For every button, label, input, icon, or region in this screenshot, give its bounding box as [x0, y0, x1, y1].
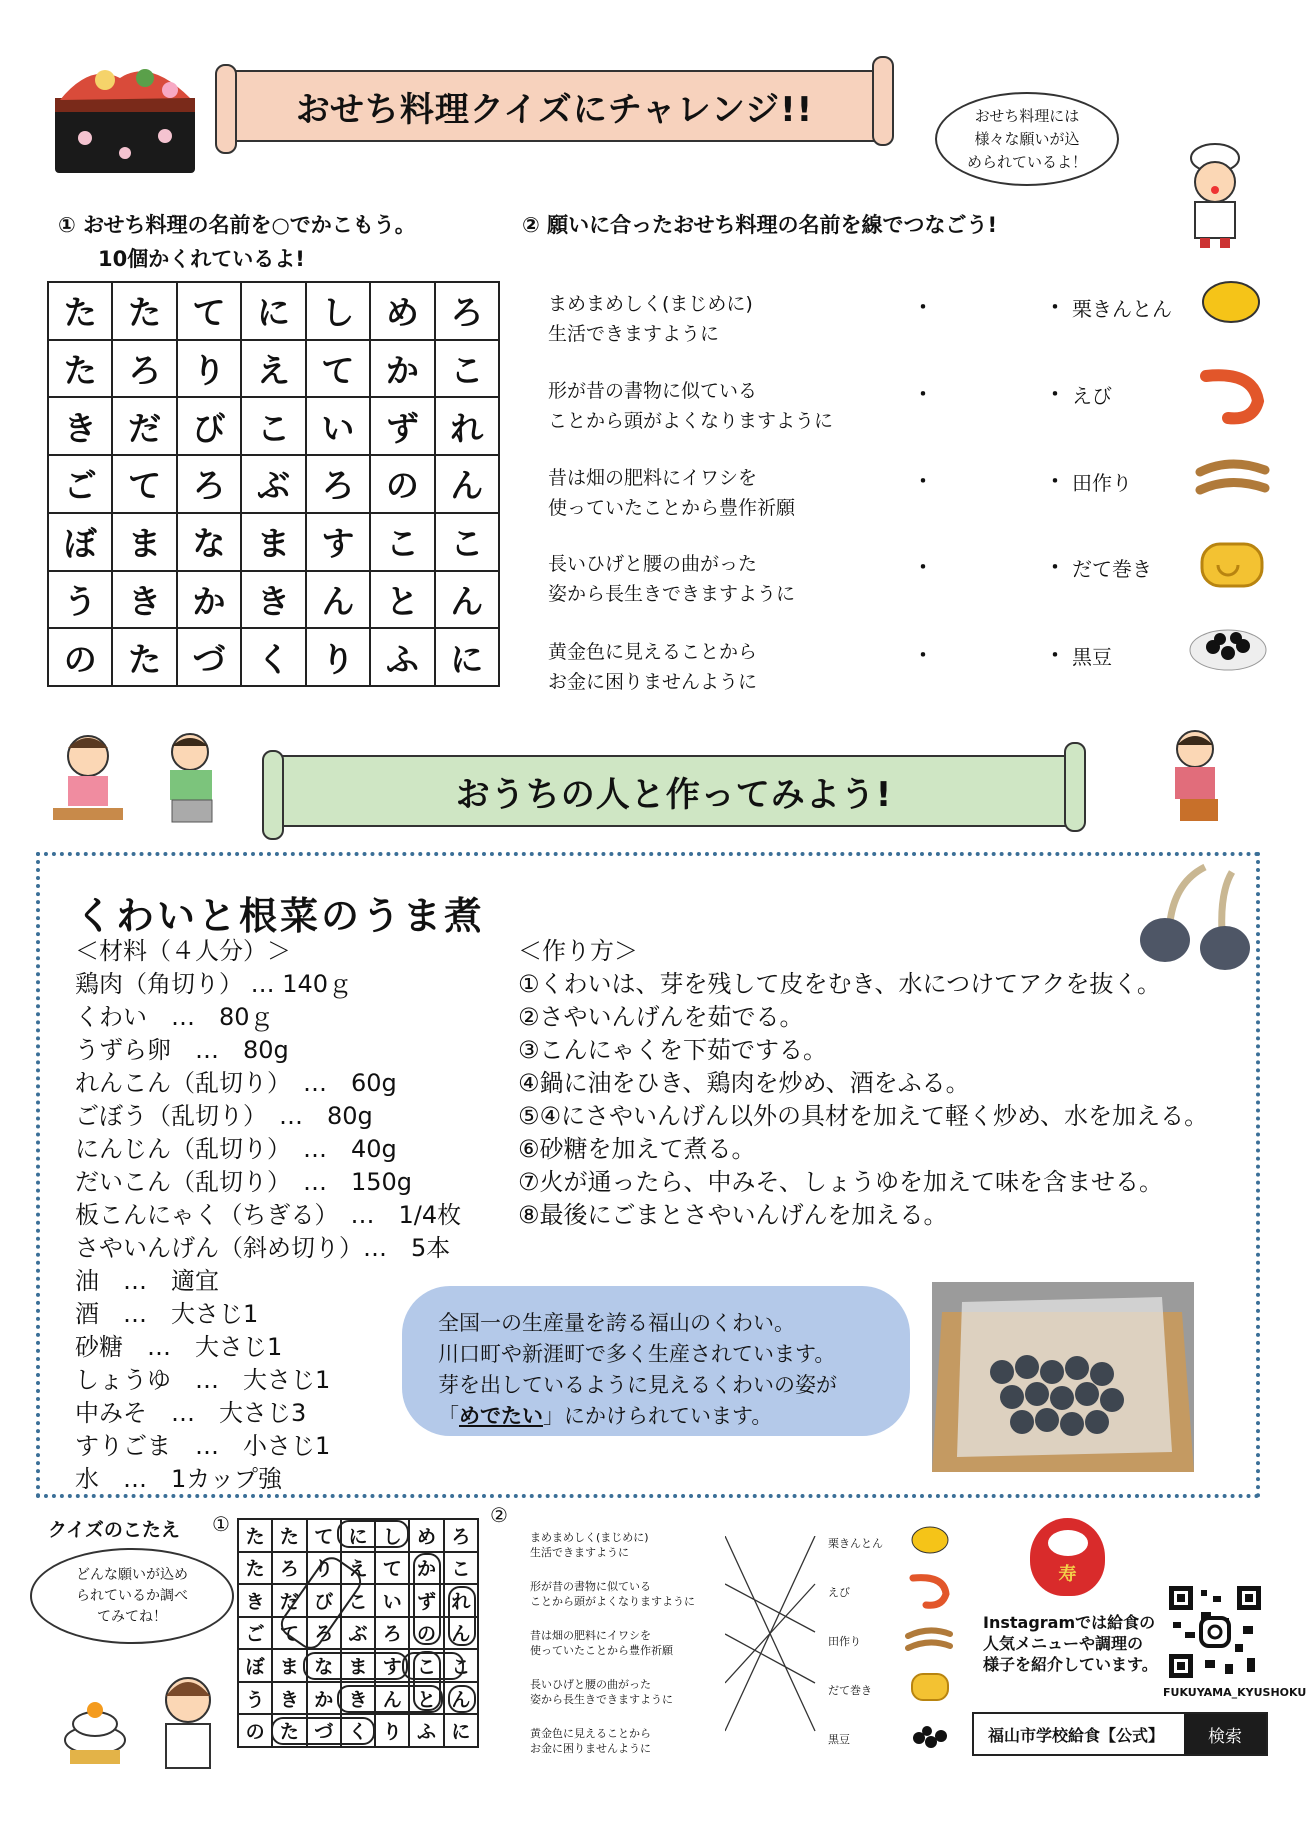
answer-grid-cell: た	[272, 1714, 306, 1747]
ingredient-item: 砂糖 … 大さじ1	[75, 1333, 283, 1361]
kurikinton-icon	[910, 1522, 950, 1556]
step-item: ⑥砂糖を加えて煮る。	[518, 1135, 756, 1163]
ingredient-item: うずら卵 … 80g	[75, 1036, 289, 1064]
ingredient-item: 酒 … 大さじ1	[75, 1300, 259, 1328]
answer-grid-cell: ま	[341, 1649, 375, 1682]
kagami-mochi-illustration	[55, 1690, 135, 1770]
answer-food-name: だて巻き	[828, 1684, 872, 1697]
answer-wish-line: 黄金色に見えることから	[530, 1727, 651, 1740]
wish-text	[548, 289, 753, 349]
wish-line: 黄金色に見えることから	[548, 641, 758, 663]
kuromame-icon	[1188, 625, 1268, 675]
answer-grid-cell: し	[375, 1519, 409, 1552]
answer-grid-cell: す	[375, 1649, 409, 1682]
food-name: 黒豆	[1072, 645, 1112, 669]
steps-heading: ＜作り方＞	[518, 937, 638, 965]
wish-line: 生活できますように	[548, 323, 720, 345]
answer-wish-line: 形が昔の書物に似ている	[530, 1580, 651, 1593]
grid-cell: え	[241, 340, 305, 398]
answer-grid-cell: た	[238, 1519, 272, 1552]
osechi-box-illustration	[50, 58, 200, 178]
answer-food-name: 田作り	[828, 1635, 861, 1648]
food-name: えび	[1072, 384, 1112, 408]
food-name: 栗きんとん	[1072, 297, 1172, 321]
grid-cell: た	[48, 282, 112, 340]
answer-grid-cell: だ	[272, 1584, 306, 1617]
grid-cell: れ	[435, 397, 499, 455]
grid-cell: の	[370, 455, 434, 513]
make-at-home-banner: おうちの人と作ってみよう!	[272, 755, 1076, 827]
kurikinton-icon	[1200, 272, 1262, 324]
answer-food-name: えび	[828, 1586, 850, 1599]
answer-circles-overlay	[237, 1518, 479, 1748]
answer-grid-cell: た	[238, 1552, 272, 1585]
shrimp-icon	[1198, 366, 1268, 426]
grid-cell: に	[435, 628, 499, 686]
answer-grid-cell: ろ	[307, 1617, 341, 1650]
chef-kid-illustration	[1170, 140, 1260, 250]
answer-wish-line: 長いひげと腰の曲がった	[530, 1678, 651, 1691]
answer-grid-cell: ご	[238, 1617, 272, 1650]
answer-grid-cell: こ	[444, 1649, 478, 1682]
datemaki-icon	[1198, 536, 1266, 591]
connect-dot[interactable]: ・	[1045, 643, 1065, 667]
wish-line: 昔は畑の肥料にイワシを	[548, 467, 758, 489]
step-item: ⑤④にさやいんげん以外の具材を加えて軽く炒め、水を加える。	[518, 1102, 1209, 1130]
wish-text	[548, 376, 833, 436]
grid-cell: び	[177, 397, 241, 455]
datemaki-icon	[910, 1670, 950, 1704]
grid-cell: て	[306, 340, 370, 398]
answer-wish-line: 使っていたことから豊作祈願	[530, 1644, 673, 1657]
boy-cooking-illustration	[150, 728, 235, 828]
grid-cell: ぶ	[241, 455, 305, 513]
grid-row	[48, 397, 499, 455]
grid-row	[48, 628, 499, 686]
answer-grid-cell: う	[238, 1682, 272, 1715]
grid-cell: か	[177, 571, 241, 629]
tazukuri-icon	[1195, 452, 1270, 507]
answer-grid-cell: か	[409, 1552, 443, 1585]
grid-cell: と	[370, 571, 434, 629]
grid-cell: い	[306, 397, 370, 455]
ingredient-item: 鶏肉（角切り） … 140ｇ	[75, 970, 353, 998]
wish-text	[548, 549, 795, 609]
grid-cell: き	[48, 397, 112, 455]
grid-cell: に	[241, 282, 305, 340]
answer-grid-cell: き	[238, 1584, 272, 1617]
connect-dot[interactable]: ・	[1045, 295, 1065, 319]
answer-grid-cell: れ	[444, 1584, 478, 1617]
daruma-kotobuki: 寿	[1058, 1564, 1077, 1585]
girl-cooking-illustration	[48, 728, 128, 828]
grid-cell: ふ	[370, 628, 434, 686]
answer-wish-line: お金に困りませんように	[530, 1742, 651, 1755]
food-name: 田作り	[1072, 471, 1132, 495]
wish-line: まめまめしく(まじめに)	[548, 293, 753, 315]
ingredient-item: しょうゆ … 大さじ1	[75, 1366, 331, 1394]
ingredient-item: 油 … 適宜	[75, 1267, 219, 1295]
answer-wish-line: 生活できますように	[530, 1546, 629, 1559]
answer-wish-text	[530, 1677, 673, 1707]
grid-cell: こ	[435, 340, 499, 398]
answer-grid-cell: に	[444, 1714, 478, 1747]
step-item: ②さやいんげんを茹でる。	[518, 1003, 804, 1031]
banner-scroll-right	[872, 56, 894, 146]
tazukuri-icon	[905, 1622, 953, 1660]
kuromame-icon	[905, 1722, 953, 1754]
answer-grid-cell: の	[409, 1617, 443, 1650]
grid-cell: か	[370, 340, 434, 398]
shrimp-icon	[908, 1572, 952, 1610]
grid-cell: く	[241, 628, 305, 686]
ingredient-item: だいこん（乱切り） … 150g	[75, 1168, 413, 1196]
answer-food-name: 黒豆	[828, 1733, 850, 1746]
woman-cooking-illustration	[1150, 725, 1240, 830]
answer-wish-text	[530, 1579, 695, 1609]
answer-grid-cell: て	[307, 1519, 341, 1552]
answer-grid-cell: え	[341, 1552, 375, 1585]
answer-grid-cell: た	[272, 1519, 306, 1552]
grid-cell: う	[48, 571, 112, 629]
connect-dot[interactable]: ・	[913, 643, 933, 667]
wish-line: 長いひげと腰の曲がった	[548, 553, 758, 575]
connect-dot[interactable]: ・	[1045, 469, 1065, 493]
answer-grid-cell: て	[272, 1617, 306, 1650]
grid-cell: の	[48, 628, 112, 686]
grid-cell: た	[48, 340, 112, 398]
qr-code-icon[interactable]	[1165, 1582, 1265, 1682]
answer-grid-cell: ん	[444, 1682, 478, 1715]
answer-grid-cell: か	[307, 1682, 341, 1715]
grid-cell: づ	[177, 628, 241, 686]
answer-num-1: ①	[212, 1512, 230, 1536]
grid-cell: ま	[112, 513, 176, 571]
daruma-face	[1048, 1530, 1088, 1556]
answers-title: クイズのこたえ	[48, 1519, 180, 1541]
answer-wish-text	[530, 1628, 673, 1658]
grid-cell: ろ	[177, 455, 241, 513]
answer-grid-cell: ろ	[272, 1552, 306, 1585]
search-input[interactable]: 福山市学校給食【公式】	[988, 1725, 1165, 1745]
ingredient-item: ごぼう（乱切り） … 80g	[75, 1102, 373, 1130]
connect-dot[interactable]: ・	[913, 555, 933, 579]
grid-cell: り	[306, 628, 370, 686]
speech-bubble: おせち料理には 様々な願いが込 められているよ！	[935, 92, 1119, 186]
answer-grid-cell: ま	[272, 1649, 306, 1682]
answer-grid-cell: こ	[341, 1584, 375, 1617]
ingredient-item: 水 … 1カップ強	[75, 1465, 283, 1493]
answer-grid-cell: び	[307, 1584, 341, 1617]
grid-cell: ん	[306, 571, 370, 629]
wish-line: 姿から長生きできますように	[548, 583, 796, 605]
step-item: ①くわいは、芽を残して皮をむき、水につけてアクを抜く。	[518, 970, 1161, 998]
grid-cell: こ	[435, 513, 499, 571]
grid-cell: ん	[435, 455, 499, 513]
answer-grid-cell: ん	[375, 1682, 409, 1715]
answer-grid-cell: ぶ	[341, 1617, 375, 1650]
kuwai-box-photo	[932, 1282, 1194, 1472]
wish-line: ことから頭がよくなりますように	[548, 410, 834, 432]
nutritionist-illustration	[148, 1668, 228, 1778]
word-search-grid	[47, 281, 500, 687]
grid-cell: ろ	[435, 282, 499, 340]
answer-grid-cell: め	[409, 1519, 443, 1552]
grid-cell: き	[241, 571, 305, 629]
grid-cell: ま	[241, 513, 305, 571]
answer-grid-cell: て	[375, 1552, 409, 1585]
answer-wish-line: 姿から長生きできますように	[530, 1693, 673, 1706]
answer-grid-cell: い	[375, 1584, 409, 1617]
answer-grid-cell: く	[341, 1714, 375, 1747]
quiz-banner: おせち料理クイズにチャレンジ!!	[225, 70, 884, 142]
instagram-handle: FUKUYAMA_KYUSHOKU	[1163, 1686, 1306, 1699]
answer-grid-cell: づ	[307, 1714, 341, 1747]
answer-grid-cell: に	[341, 1519, 375, 1552]
kuwai-info-note: 全国一の生産量を誇る福山のくわい。 川口町や新涯町で多く生産されています。 芽を出しているように見えるくわいの姿が 「めでたい」にかけられています。	[402, 1286, 910, 1436]
grid-cell: ろ	[306, 455, 370, 513]
grid-row	[48, 340, 499, 398]
answer-grid-cell: り	[307, 1552, 341, 1585]
answer-wish-text	[530, 1530, 649, 1560]
connect-dot[interactable]: ・	[1045, 382, 1065, 406]
grid-cell: ん	[435, 571, 499, 629]
grid-cell: ご	[48, 455, 112, 513]
grid-row	[48, 455, 499, 513]
grid-cell: た	[112, 628, 176, 686]
grid-cell: す	[306, 513, 370, 571]
answer-wish-line: ことから頭がよくなりますように	[530, 1595, 695, 1608]
search-button[interactable]: 検索	[1184, 1714, 1266, 1754]
ingredient-item: さやいんげん（斜め切り）… 5本	[75, 1234, 451, 1262]
answer-wish-line: 昔は畑の肥料にイワシを	[530, 1629, 651, 1642]
medetai-emphasis: めでたい	[459, 1404, 543, 1428]
answer-grid-cell: こ	[444, 1552, 478, 1585]
kuwai-illustration	[1130, 862, 1250, 972]
step-item: ⑦火が通ったら、中みそ、しょうゆを加えて味を含ませる。	[518, 1168, 1164, 1196]
grid-cell: り	[177, 340, 241, 398]
grid-row	[48, 282, 499, 340]
connect-dot[interactable]: ・	[913, 469, 933, 493]
answer-grid-cell: ず	[409, 1584, 443, 1617]
wish-line: 使っていたことから豊作祈願	[548, 497, 796, 519]
ingredient-item: くわい … 80ｇ	[75, 1003, 274, 1031]
grid-cell: な	[177, 513, 241, 571]
grid-cell: ろ	[112, 340, 176, 398]
grid-row	[48, 513, 499, 571]
grid-cell: き	[112, 571, 176, 629]
wish-line: 形が昔の書物に似ている	[548, 380, 758, 402]
grid-cell: だ	[112, 397, 176, 455]
answer-wish-text	[530, 1726, 651, 1756]
answer-grid-cell: な	[307, 1649, 341, 1682]
answer-wish-line: まめまめしく(まじめに)	[530, 1531, 649, 1544]
answer-grid-cell: ろ	[444, 1519, 478, 1552]
step-item: ③こんにゃくを下茹でする。	[518, 1036, 828, 1064]
answer-grid-cell: ふ	[409, 1714, 443, 1747]
banner-scroll-left	[262, 750, 284, 840]
answer-speech-bubble: どんな願いが込め られているか調べ てみてね！	[30, 1548, 234, 1644]
grid-cell: ぼ	[48, 513, 112, 571]
grid-cell: し	[306, 282, 370, 340]
grid-cell: た	[112, 282, 176, 340]
grid-cell: ず	[370, 397, 434, 455]
grid-row	[48, 571, 499, 629]
answer-food-name: 栗きんとん	[828, 1537, 883, 1550]
step-item: ④鍋に油をひき、鶏肉を炒め、酒をふる。	[518, 1069, 970, 1097]
search-bar	[972, 1712, 1268, 1756]
grid-cell: め	[370, 282, 434, 340]
ingredient-item: れんこん（乱切り） … 60g	[75, 1069, 397, 1097]
answer-grid-cell: ろ	[375, 1617, 409, 1650]
ingredients-heading: ＜材料（４人分）＞	[75, 937, 291, 965]
answer-num-2: ②	[490, 1503, 508, 1527]
wish-text	[548, 463, 795, 523]
banner-scroll-left	[215, 64, 237, 154]
connect-dot[interactable]: ・	[913, 382, 933, 406]
instagram-info: Instagramでは給食の 人気メニューや調理の 様子を紹介しています。	[983, 1613, 1158, 1674]
food-name: だて巻き	[1072, 557, 1152, 581]
answer-grid-cell: と	[409, 1682, 443, 1715]
ingredient-item: 中みそ … 大さじ3	[75, 1399, 307, 1427]
recipe-title: くわいと根菜のうま煮	[75, 894, 486, 938]
ingredient-item: 板こんにゃく（ちぎる） … 1/4枚	[75, 1201, 462, 1229]
grid-cell: て	[177, 282, 241, 340]
grid-cell: て	[112, 455, 176, 513]
grid-cell: こ	[370, 513, 434, 571]
q1-instructions: ① おせち料理の名前を○でかこもう。 10個かくれているよ!	[58, 213, 416, 271]
wish-line: お金に困りませんように	[548, 671, 758, 693]
wish-text	[548, 637, 757, 697]
banner-scroll-right	[1064, 742, 1086, 832]
answer-grid-cell: り	[375, 1714, 409, 1747]
answer-grid-cell: こ	[409, 1649, 443, 1682]
ingredient-item: にんじん（乱切り） … 40g	[75, 1135, 397, 1163]
connect-dot[interactable]: ・	[913, 295, 933, 319]
step-item: ⑧最後にごまとさやいんげんを加える。	[518, 1201, 948, 1229]
grid-cell: こ	[241, 397, 305, 455]
connect-dot[interactable]: ・	[1045, 555, 1065, 579]
answer-grid-cell: ん	[444, 1617, 478, 1650]
q2-instructions: ② 願いに合ったおせち料理の名前を線でつなごう!	[522, 213, 998, 237]
answer-grid-cell: き	[272, 1682, 306, 1715]
answer-grid-cell: ぼ	[238, 1649, 272, 1682]
answer-grid-cell: の	[238, 1714, 272, 1747]
ingredient-item: すりごま … 小さじ1	[75, 1432, 331, 1460]
answer-lines	[725, 1536, 825, 1736]
answer-grid-cell: き	[341, 1682, 375, 1715]
